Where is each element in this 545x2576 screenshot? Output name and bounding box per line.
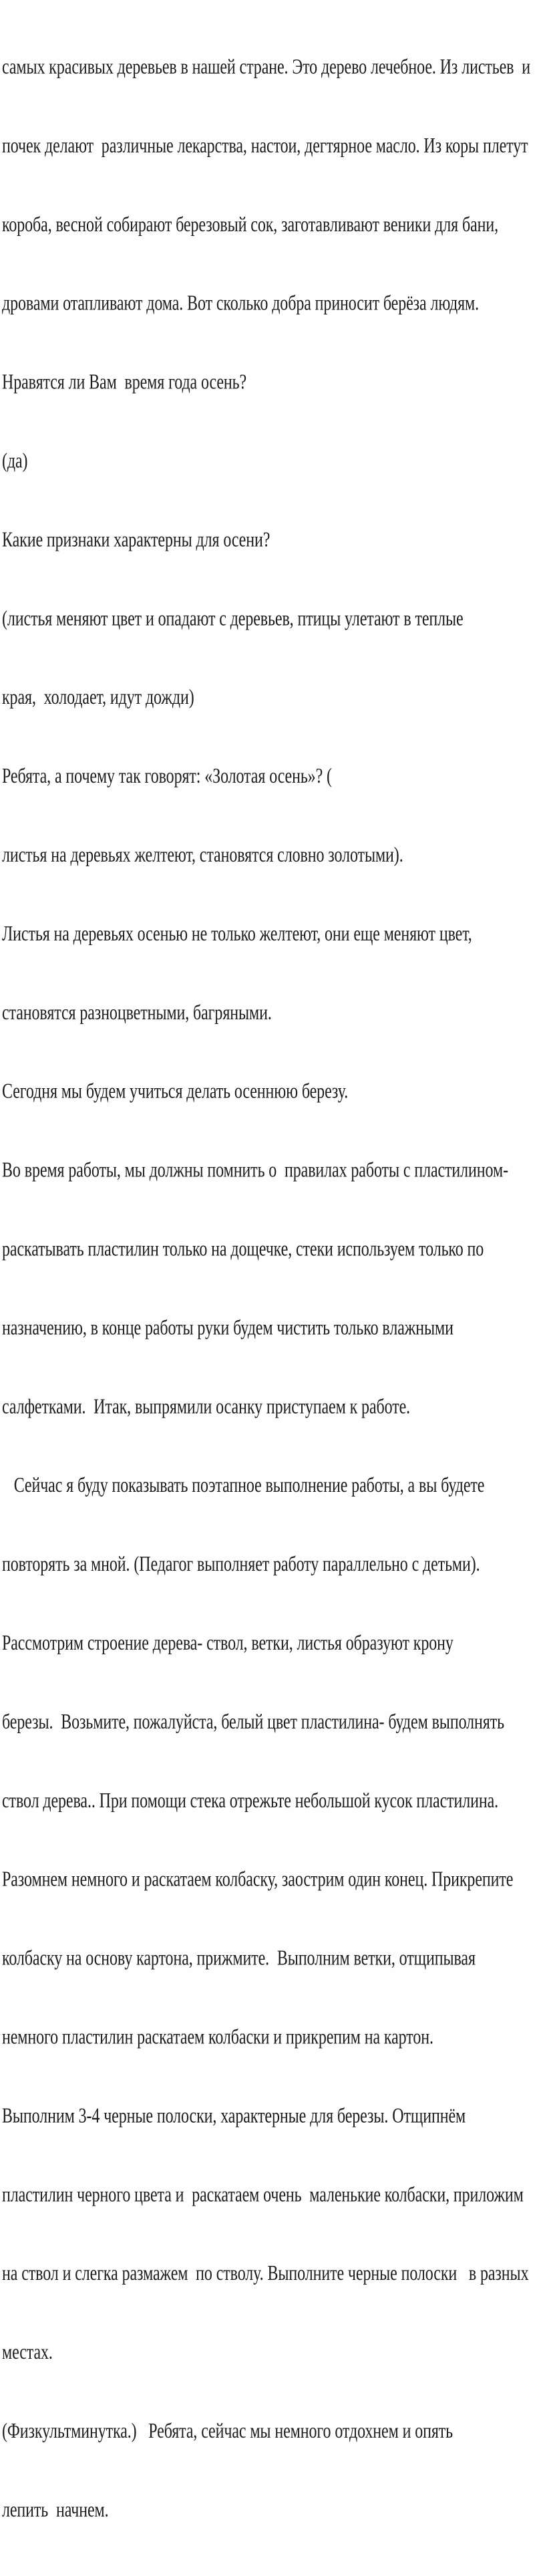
text-line: назначению, в конце работы руки будем чистить только влажными: [2, 1317, 453, 1340]
text-line: Ребята, а почему так говорят: «Золотая осень»? (: [2, 765, 332, 788]
text-line: Во время работы, мы должны помнить о правилах работы с пластилином-: [2, 1159, 508, 1182]
text-line: пластилин черного цвета и раскатаем очень маленькие колбаски, приложим: [2, 2184, 524, 2207]
text-line: края, холодает, идут дожди): [2, 686, 194, 710]
text-line: березы. Возьмите, пожалуйста, белый цвет пластилина- будем выполнять: [2, 1710, 504, 1734]
text-line: Какие признаки характерны для осени?: [2, 529, 270, 552]
text-line: лепить начнем.: [2, 2498, 109, 2522]
text-line: Сейчас я буду показывать поэтапное выполнение работы, а вы будете: [2, 1474, 485, 1498]
text-line: самых красивых деревьев в нашей стране. Это дерево лечебное. Из листьев и: [2, 55, 530, 79]
text-line: (да): [2, 450, 28, 473]
text-line: (Физкультминутка.) Ребята, сейчас мы немного отдохнем и опять: [2, 2420, 453, 2443]
text-line: повторять за мной. (Педагог выполняет работу параллельно с детьми).: [2, 1553, 480, 1576]
text-line: (листья меняют цвет и опадают с деревьев, птицы улетают в теплые: [2, 608, 464, 631]
text-line: раскатывать пластилин только на дощечке, стеки используем только по: [2, 1238, 484, 1261]
text-line: почек делают различные лекарства, настои, дегтярное масло. Из коры плетут: [2, 134, 528, 158]
text-line: местах.: [2, 2341, 53, 2364]
text-line: Сегодня мы будем учиться делать осеннюю березу.: [2, 1080, 349, 1104]
text-line: Листья на деревьях осенью не только желтеют, они еще меняют цвет,: [2, 922, 472, 946]
text-line: Рассмотрим строение дерева- ствол, ветки, листья образуют крону: [2, 1632, 453, 1655]
text-line: Выполним 3-4 черные полоски, характерные для березы. Отщипнём: [2, 2105, 466, 2128]
text-line: листья на деревьях желтеют, становятся словно золотыми).: [2, 844, 403, 867]
text-line: Нравятся ли Вам время года осень?: [2, 371, 247, 394]
text-line: короба, весной собирают березовый сок, заготавливают веники для бани,: [2, 213, 499, 237]
text-line: становятся разноцветными, багряными.: [2, 1001, 272, 1025]
text-line: ствол дерева.. При помощи стека отрежьте небольшой кусок пластилина.: [2, 1789, 499, 1813]
text-line: салфетками. Итак, выпрямили осанку приступаем к работе.: [2, 1396, 411, 1419]
text-line: дровами отапливают дома. Вот сколько добра приносит берёза людям.: [2, 292, 480, 315]
text-line: Разомнем немного и раскатаем колбаску, заострим один конец. Прикрепите: [2, 1868, 514, 1892]
text-line: колбаску на основу картона, прижмите. Выполним ветки, отщипывая: [2, 1947, 476, 1970]
text-line: немного пластилин раскатаем колбаски и прикрепим на картон.: [2, 2026, 433, 2049]
text-line: на ствол и слегка размажем по стволу. Выполните черные полоски в разных: [2, 2263, 529, 2286]
